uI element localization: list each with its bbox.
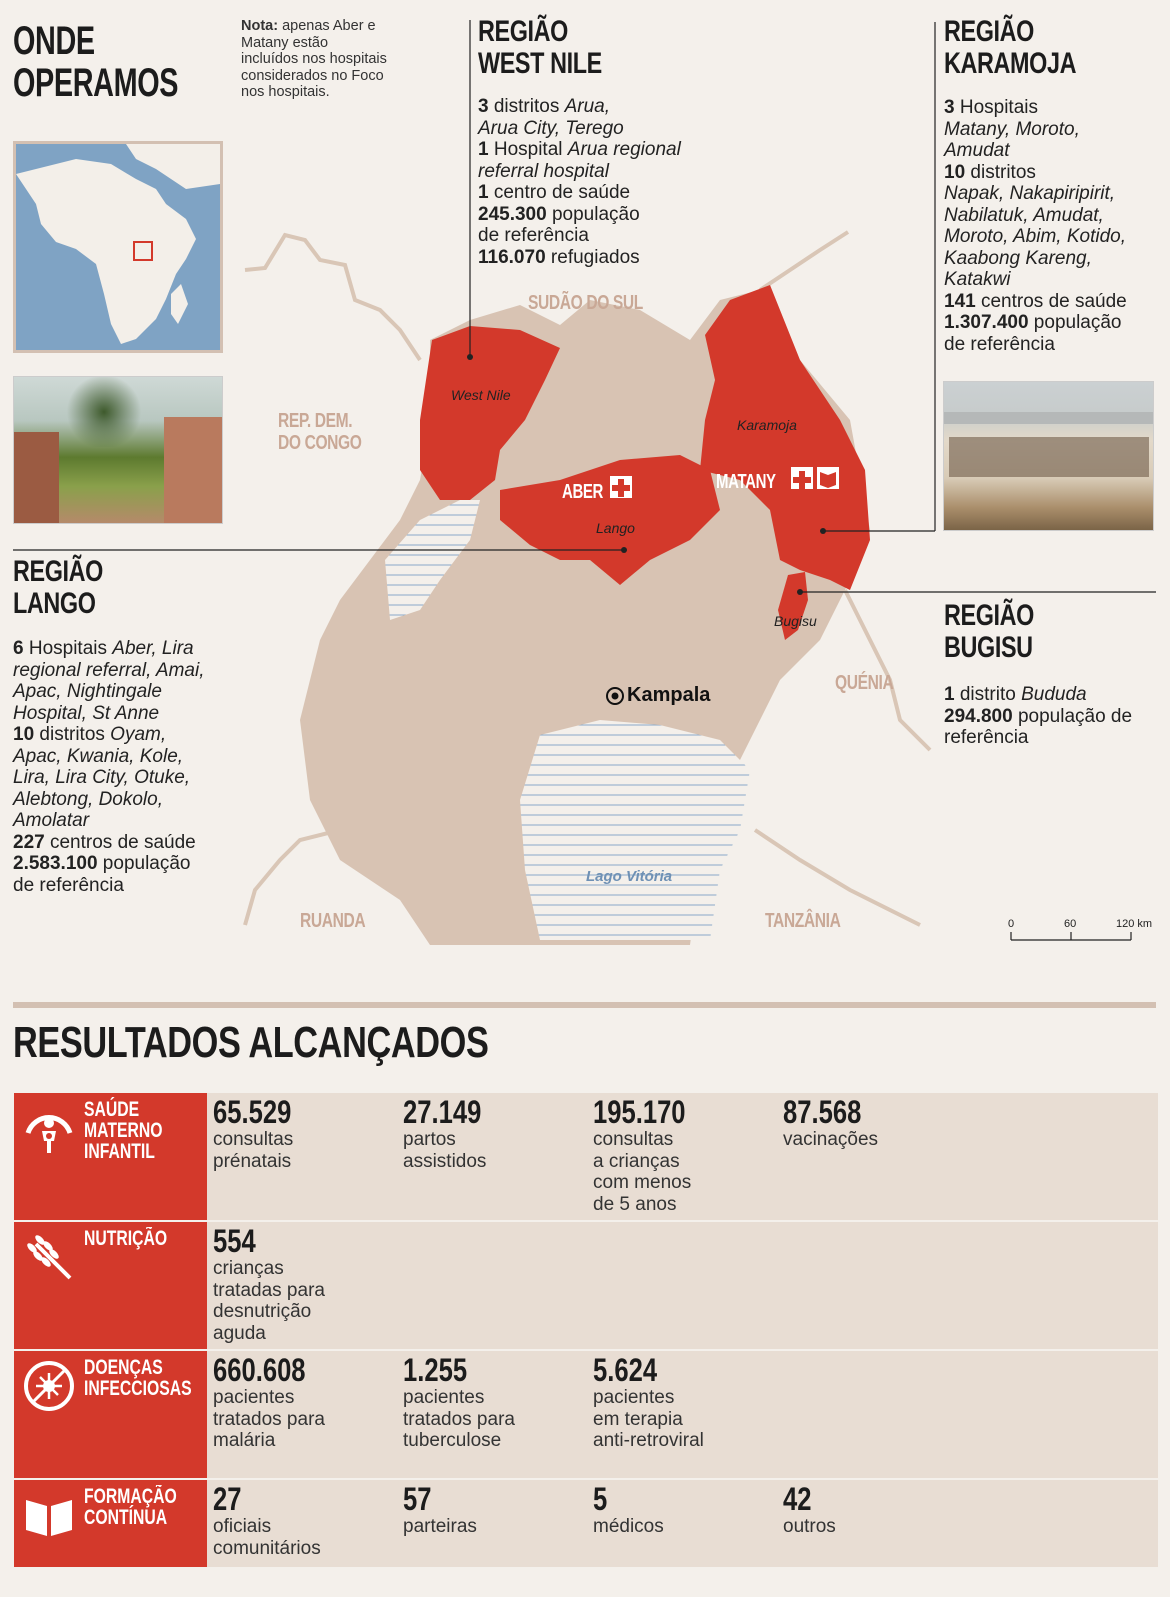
- scale-label-60: 60: [1064, 918, 1077, 930]
- scale-label-0: 0: [1008, 918, 1015, 930]
- region-west-nile-block: [478, 16, 681, 268]
- results-row-maternal: SAÚDE MATERNO INFANTIL 65.529 consultas prénatais 27.149 partos assistidos 195.170 consultas a crianças com menos de 5 anos 87.568 vacinações: [14, 1093, 1158, 1220]
- stat-cell: 5 médicos: [593, 1481, 664, 1537]
- label-tanzania: TANZÂNIA: [765, 910, 841, 932]
- label-drc: REP. DEM. DO CONGO: [278, 410, 362, 454]
- mother-child-icon: [22, 1101, 76, 1155]
- scale-label-120: 120 km: [1116, 918, 1153, 930]
- region-lango-details: 6 Hospitais Aber, Lira regional referral, Amai, Apac, Nightingale Hospital, St Anne 10 distritos Oyam, Apac, Kwania, Kole, Lira, Lira City, Otuke, Alebtong, Dokolo, Amolatar 227 centros de saúde 2.583.100 população de referência: [13, 638, 205, 896]
- stat-cell: 660.608 pacientes tratados para malária: [213, 1352, 325, 1451]
- region-lango-title: REGIÃO LANGO: [13, 555, 103, 620]
- stat-cell: 554 crianças tratadas para desnutrição aguda: [213, 1223, 325, 1344]
- results-title: RESULTADOS ALCANÇADOS: [13, 1018, 489, 1067]
- region-west-nile-details: 3 distritos Arua, Arua City, Terego 1 Hospital Arua regional referral hospital 1 centro de saúde 245.300 população de referência 116.070 refugiados: [478, 96, 681, 268]
- stat-cell: 5.624 pacientes em terapia anti-retroviral: [593, 1352, 704, 1451]
- label-lake-victoria: Lago Vitória: [586, 868, 673, 885]
- region-bugisu-title: REGIÃO BUGISU: [944, 599, 1034, 664]
- stat-cell: 42 outros: [783, 1481, 836, 1537]
- label-bugisu: Bugisu: [774, 613, 817, 629]
- region-karamoja-details: 3 Hospitais Matany, Moroto, Amudat 10 distritos Napak, Nakapiripirit, Nabilatuk, Amudat, Moroto, Abim, Kotido, Kaabong Kareng, Katakwi 141 centros de saúde 1.307.400 população de referência: [944, 97, 1127, 355]
- region-bugisu-details: 1 distrito Bududa 294.800 população de referência: [944, 684, 1133, 748]
- book-icon: [22, 1488, 76, 1542]
- stat-cell: 195.170 consultas a crianças com menos de 5 anos: [593, 1094, 692, 1215]
- label-south-sudan: SUDÃO DO SUL: [528, 292, 643, 314]
- region-lango-block: [13, 556, 204, 896]
- results-row-nutrition: NUTRIÇÃO 554 crianças tratadas para desnutrição aguda: [14, 1222, 1158, 1349]
- label-west-nile: West Nile: [451, 387, 511, 403]
- virus-icon: [22, 1359, 76, 1413]
- border-sudan-kenya: [760, 232, 848, 290]
- stat-cell: 57 parteiras: [403, 1481, 477, 1537]
- stat-cell: 27 oficiais comunitários: [213, 1481, 321, 1559]
- stat-cell: 27.149 partos assistidos: [403, 1094, 487, 1172]
- label-lango: Lango: [596, 520, 635, 536]
- results-row-infectious: DOENÇAS INFECCIOSAS 660.608 pacientes tratados para malária 1.255 pacientes tratados para tuberculose 5.624 pacientes em terapia anti-retroviral: [14, 1351, 1158, 1478]
- label-aber: ABER: [562, 481, 604, 503]
- page-title: ONDE OPERAMOS: [13, 19, 179, 105]
- label-rwanda: RUANDA: [300, 910, 366, 932]
- label-matany: MATANY: [716, 471, 776, 493]
- section-divider: [13, 1002, 1156, 1008]
- note: Nota: apenas Aber e Matany estão incluídos nos hospitais considerados no Foco nos hospitais.: [241, 18, 387, 101]
- results-row-training: FORMAÇÃO CONTÍNUA 27 oficiais comunitários 57 parteiras 5 médicos 42 outros: [14, 1480, 1158, 1567]
- region-karamoja-block: [944, 16, 1127, 355]
- label-kenya: QUÉNIA: [835, 672, 894, 694]
- stat-cell: 1.255 pacientes tratados para tuberculose: [403, 1352, 515, 1451]
- border-drc-sudan: [245, 235, 420, 360]
- wheat-icon: [22, 1230, 76, 1284]
- border-kenya-east: [845, 590, 930, 750]
- region-west-nile-title: REGIÃO WEST NILE: [478, 15, 602, 80]
- label-kampala: Kampala: [627, 684, 711, 706]
- region-bugisu-block: [944, 600, 1132, 749]
- lake-victoria: [520, 720, 750, 940]
- stat-cell: 87.568 vacinações: [783, 1094, 879, 1150]
- label-karamoja: Karamoja: [737, 417, 797, 433]
- region-karamoja-title: REGIÃO KARAMOJA: [944, 15, 1077, 80]
- stat-cell: 65.529 consultas prénatais: [213, 1094, 294, 1172]
